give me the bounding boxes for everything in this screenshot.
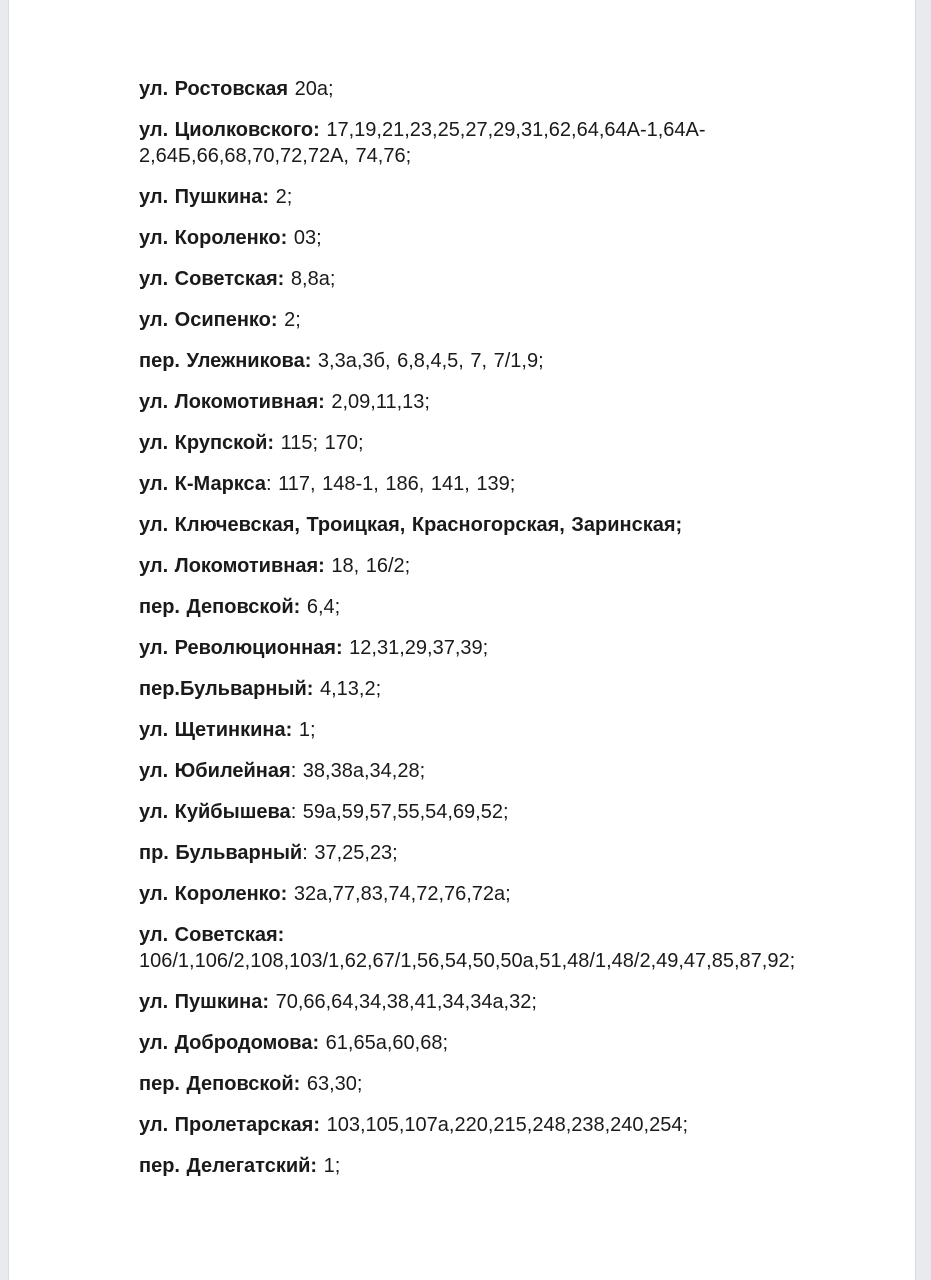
street-name: ул. Локомотивная: <box>139 555 325 577</box>
address-entry <box>139 840 851 866</box>
house-numbers: 63,30; <box>300 1073 363 1095</box>
house-numbers: 1; <box>317 1155 341 1177</box>
street-name: ул. Осипенко: <box>139 309 278 331</box>
house-numbers: 17,19,21,23,25,27,29,31,62,64,64А-1,64А- 2,64Б,66,68,70,72,72А, 74,76; <box>139 119 706 167</box>
house-numbers: 4,13,2; <box>313 678 382 700</box>
address-entry <box>139 348 851 374</box>
house-numbers: 1; <box>292 719 316 741</box>
house-numbers: 115; 170; <box>274 432 364 454</box>
house-numbers: 2; <box>269 186 293 208</box>
address-entry <box>139 799 851 825</box>
house-numbers: 3,3а,3б, 6,8,4,5, 7, 7/1,9; <box>311 350 544 372</box>
address-entry <box>139 1030 851 1056</box>
house-numbers: : 59а,59,57,55,54,69,52; <box>290 801 509 823</box>
street-name: ул. К-Маркса <box>139 473 267 495</box>
street-name: ул. Советская: <box>139 268 285 290</box>
address-entry <box>139 553 851 579</box>
street-name: ул. Короленко: <box>139 227 288 249</box>
address-entry <box>139 471 851 497</box>
address-list <box>9 0 851 1179</box>
address-entry <box>139 225 851 251</box>
street-name: ул. Юбилейная <box>139 760 291 782</box>
address-entry <box>139 389 851 415</box>
address-entry <box>139 881 851 907</box>
street-name: пер. Деповской: <box>139 1073 301 1095</box>
address-entry <box>139 76 851 102</box>
address-entry <box>139 594 851 620</box>
house-numbers: 70,66,64,34,38,41,34,34а,32; <box>269 991 537 1013</box>
address-entry <box>139 117 851 169</box>
house-numbers: 6,4; <box>300 596 341 618</box>
house-numbers: 61,65а,60,68; <box>319 1032 449 1054</box>
address-entry <box>139 512 851 538</box>
street-name: ул. Короленко: <box>139 883 288 905</box>
house-numbers: 20а; <box>288 78 334 100</box>
street-name: ул. Циолковского: <box>139 119 320 141</box>
street-name: ул. Крупской: <box>139 432 275 454</box>
street-name: ул. Пролетарская: <box>139 1114 321 1136</box>
address-entry <box>139 717 851 743</box>
street-name: пер. Делегатский: <box>139 1155 318 1177</box>
street-name: ул. Пушкина: <box>139 991 270 1013</box>
house-numbers: 32а,77,83,74,72,76,72а; <box>287 883 511 905</box>
house-numbers: 2; <box>277 309 301 331</box>
house-numbers: 03; <box>287 227 322 249</box>
street-name: ул. Революционная: <box>139 637 343 659</box>
street-name: пр. Бульварный <box>139 842 303 864</box>
document-page <box>8 0 916 1280</box>
address-entry <box>139 266 851 292</box>
house-numbers: : 37,25,23; <box>302 842 398 864</box>
street-name: ул. Ростовская <box>139 78 289 100</box>
house-numbers: 106/1,106/2,108,103/1,62,67/1,56,54,50,50а,51,48/1,48/2,49,47,85,87,92; <box>139 950 796 972</box>
street-name: ул. Локомотивная: <box>139 391 325 413</box>
street-name: ул. Щетинкина: <box>139 719 293 741</box>
house-numbers: 103,105,107а,220,215,248,238,240,254; <box>320 1114 689 1136</box>
address-entry <box>139 1112 851 1138</box>
street-name: ул. Советская: <box>139 924 285 946</box>
street-name: ул. Куйбышева <box>139 801 291 823</box>
address-entry <box>139 922 851 974</box>
address-entry <box>139 1071 851 1097</box>
address-entry <box>139 758 851 784</box>
house-numbers: 18, 16/2; <box>324 555 411 577</box>
house-numbers: 12,31,29,37,39; <box>342 637 489 659</box>
address-entry <box>139 989 851 1015</box>
address-entry <box>139 184 851 210</box>
street-name: ул. Добродомова: <box>139 1032 320 1054</box>
street-name: пер. Улежникова: <box>139 350 312 372</box>
house-numbers: : 117, 148-1, 186, 141, 139; <box>266 473 516 495</box>
street-name: ул. Ключевская, Троицкая, Красногорская, Заринская; <box>139 514 683 536</box>
street-name: пер.Бульварный: <box>139 678 314 700</box>
street-name: пер. Деповской: <box>139 596 301 618</box>
house-numbers: 8,8а; <box>284 268 336 290</box>
house-numbers: : 38,38а,34,28; <box>290 760 426 782</box>
address-entry <box>139 676 851 702</box>
street-name: ул. Пушкина: <box>139 186 270 208</box>
address-entry <box>139 307 851 333</box>
house-numbers: 2,09,11,13; <box>324 391 430 413</box>
address-entry <box>139 430 851 456</box>
address-entry <box>139 1153 851 1179</box>
address-entry <box>139 635 851 661</box>
